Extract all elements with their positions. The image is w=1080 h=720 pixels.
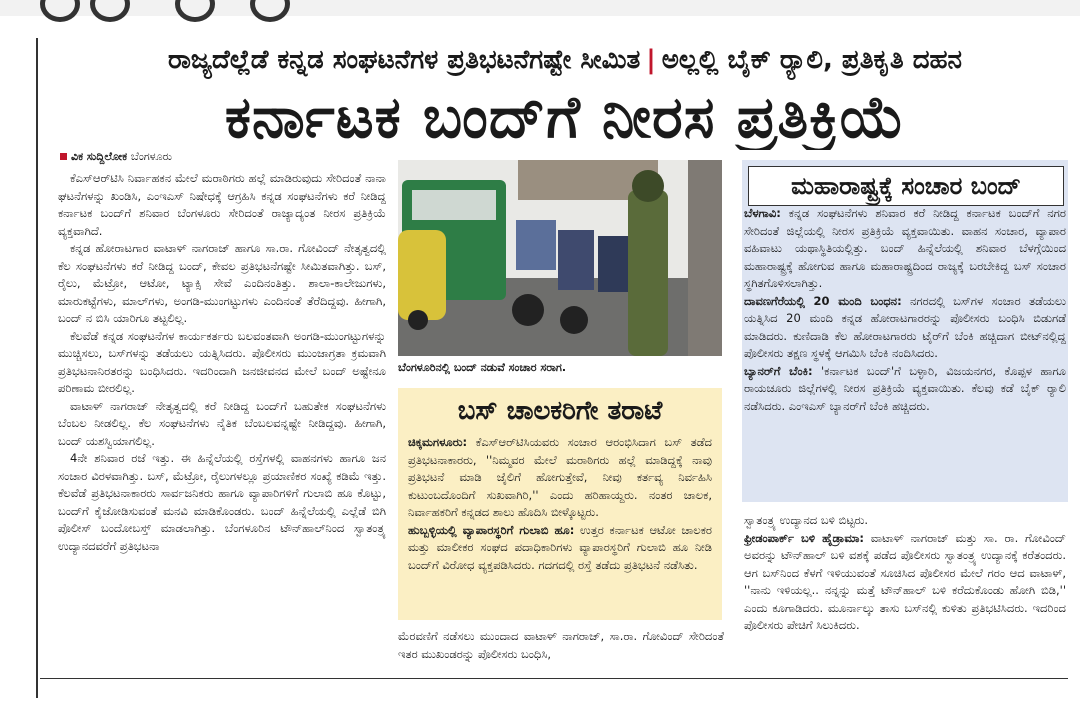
kicker-left: ರಾಜ್ಯದೆಲ್ಲೆಡೆ ಕನ್ನಡ ಸಂಘಟನೆಗಳ ಪ್ರತಿಭಟನೆಗಷ್ಟೇ ಸೀಮಿತ bbox=[168, 45, 641, 75]
kicker-right: ಅಲ್ಲಲ್ಲಿ ಬೈಕ್ ರ‍್ಯಾಲಿ, ಪ್ರತಿಕೃತಿ ದಹನ bbox=[661, 45, 962, 75]
paragraph: ವಾಟಾಳ್ ನಾಗರಾಜ್ ಮತ್ತು ಸಾ. ರಾ. ಗೋವಿಂದ್ ಅವರನ್ನು ಟೌನ್‌ಹಾಲ್ ಬಳಿ ವಶಕ್ಕೆ ಪಡೆದ ಪೊಲೀಸರು ಸ್ವಾತಂತ್ರ್ಯ ಉದ್ಯಾನಕ್ಕೆ ಕರೆತಂದರು. ಆಗ ಬಸ್‌ನಿಂದ ಕೆಳಗೆ ಇಳಿಯುವಂತೆ ಸೂಚಿಸಿದ ಪೊಲೀಸರ ಮೇಲೆ ಗರಂ ಆದ ವಾಟಾಳ್, ''ನಾನು ಇಳಿಯಲ್ಲ.. ನನ್ನನ್ನು ಮತ್ತೆ ಟೌನ್‌ಹಾಲ್ ಬಳಿ ಕರೆದುಕೊಂಡು ಹೋಗಿ ಬಿಡಿ,'' ಎಂದು ಕೂಗಾಡಿದರು. ಮೂರ್ನಾಲ್ಕು ತಾಸು ಬಸ್‌ನಲ್ಲಿ ಕುಳಿತು ಪ್ರತಿಭಟಿಸಿದರು. ಇದರಿಂದ ಪೊಲೀಸರು ಪೇಚಿಗೆ ಸಿಲುಕಿದರು. bbox=[744, 530, 1066, 632]
paragraph: 4ನೇ ಶನಿವಾರ ರಜೆ ಇತ್ತು. ಈ ಹಿನ್ನೆಲೆಯಲ್ಲಿ ರಸ್ತೆಗಳಲ್ಲಿ ವಾಹನಗಳು ಹಾಗೂ ಜನ ಸಂಚಾರ ವಿರಳವಾಗಿತ್ತು. ಬಸ್, ಮೆಟ್ರೋ, ರೈಲುಗಳಲ್ಲೂ ಪ್ರಯಾಣಿಕರ ಸಂಖ್ಯೆ ಕಡಿಮೆ ಇತ್ತು. ಕೆಲವೆಡೆ ಪ್ರತಿಭಟನಾಕಾರರು ಸಾರ್ವಜನಿಕರು ಹಾಗೂ ವ್ಯಾಪಾರಿಗಳಿಗೆ ಗುಲಾಬಿ ಹೂ ಕೊಟ್ಟು, ಬಂದ್‌ಗೆ ಕೈಜೋಡಿಸುವಂತೆ ಮನವಿ ಮಾಡಿಕೊಂಡರು. ಬಂದ್ ಹಿನ್ನೆಲೆಯಲ್ಲಿ ಎಲ್ಲೆಡೆ ಬಿಗಿ ಪೊಲೀಸ್ ಬಂದೋಬಸ್ತ್ ಮಾಡಲಾಗಿತ್ತು. ಬೆಂಗಳೂರಿನ ಟೌನ್‌ಹಾಲ್‌ನಿಂದ ಸ್ವಾತಂತ್ರ್ಯ ಉದ್ಯಾನದವರೆಗೆ ಪ್ರತಿಭಟನಾ bbox=[58, 451, 386, 553]
left-column-rule bbox=[36, 38, 38, 698]
paragraph: 'ಕರ್ನಾಟಕ ಬಂದ್'ಗೆ ಬಳ್ಳಾರಿ, ವಿಜಯನಗರ, ಕೊಪ್ಪಳ ಹಾಗೂ ರಾಯಚೂರು ಜಿಲ್ಲೆಗಳಲ್ಲಿ ನೀರಸ ಪ್ರತಿಕ್ರಿಯೆ ವ್ಯಕ್ತವಾಯಿತು. ಕೆಲವು ಕಡೆ ಬೈಕ್ ರ‍್ಯಾಲಿ ನಡೆಸಿದರು. ಎಂಇಎಸ್ ಬ್ಯಾನರ್‌ಗೆ ಬೆಂಕಿ ಹಚ್ಚಿದರು. bbox=[744, 363, 1066, 413]
box-title: ಬಸ್ ಚಾಲಕರಿಗೇ ತರಾಟೆ bbox=[457, 396, 663, 426]
street-scene-illustration bbox=[398, 160, 722, 356]
kicker-headline bbox=[60, 40, 1070, 80]
paragraph: ವಾಟಾಳ್ ನಾಗರಾಜ್ ನೇತೃತ್ವದಲ್ಲಿ ಕರೆ ನೀಡಿದ್ದ ಬಂದ್‌ಗೆ ಬಹುತೇಕ ಸಂಘಟನೆಗಳು ಬೆಂಬಲ ನೀಡಲಿಲ್ಲ. ಕೆಲ ಸಂಘಟನೆಗಳು ನೈತಿಕ ಬೆಂಬಲವನ್ನಷ್ಟೇ ನೀಡಿದ್ದವು. ಹೀಗಾಗಿ, ಬಂದ್ ಯಶಸ್ವಿಯಾಗಲಿಲ್ಲ. bbox=[58, 398, 386, 448]
sidebar-box-bus-drivers bbox=[398, 388, 722, 620]
paragraph: ನಗರದಲ್ಲಿ ಬಸ್‌ಗಳ ಸಂಚಾರ ತಡೆಯಲು ಯತ್ನಿಸಿದ 20 ಮಂದಿ ಕನ್ನಡ ಹೋರಾಟಗಾರರನ್ನು ಪೊಲೀಸರು ಬಂಧಿಸಿ ಬಿಡುಗಡೆ ಮಾಡಿದರು. ಕುಣಿದಾಡಿ ಕೆಲ ಹೋರಾಟಗಾರರು ಟೈರ್‌ಗೆ ಬೆಂಕಿ ಹಚ್ಚಿದಾಗ ಬೀಟ್‌ನಲ್ಲಿದ್ದ ಪೊಲೀಸರು ತಕ್ಷಣ ಸ್ಥಳಕ್ಕೆ ಆಗಮಿಸಿ ಬೆಂಕಿ ನಂದಿಸಿದರು. bbox=[744, 293, 1066, 360]
byline-square-icon bbox=[60, 153, 67, 160]
paragraph: ಕೆಎಸ್ಆರ್‌ಟಿಸಿಯವರು ಸಂಚಾರ ಆರಂಭಿಸಿದಾಗ ಬಸ್ ತಡೆದ ಪ್ರತಿಭಟನಾಕಾರರು, ''ನಿಮ್ಮವರ ಮೇಲೆ ಮರಾಠಿಗರು ಹಲ್ಲೆ ಮಾಡಿದ್ದಕ್ಕೆ ನಾವು ಪ್ರತಿಭಟನೆ ಮಾಡಿ ಜೈಲಿಗೆ ಹೋಗುತ್ತೇವೆ, ನೀವು ಕರ್ತವ್ಯ ನಿರ್ವಹಿಸಿ ಕುಟುಂಬದೊಂದಿಗೆ ಸುಖವಾಗಿರಿ,'' ಎಂದು ಹರಿಹಾಯ್ದರು. ನಂತರ ಚಾಲಕ, ನಿರ್ವಾಹಕರಿಗೆ ಕನ್ನಡದ ಶಾಲು ಹೊದಿಸಿ ಬೀಳ್ಕೊಟ್ಟರು. bbox=[408, 435, 712, 519]
kicker-separator: | bbox=[646, 45, 656, 75]
logo-fragment-icon bbox=[90, 0, 130, 22]
subhead: ಫ್ರೀಡಂಪಾರ್ಕ್ ಬಳಿ ಹೈಡ್ರಾಮಾ: bbox=[744, 530, 864, 545]
subhead: ಬೆಳಗಾವಿ: bbox=[744, 206, 781, 220]
paragraph: ಕೆಎಸ್ಆರ್‌ಟಿಸಿ ನಿರ್ವಾಹಕನ ಮೇಲೆ ಮರಾಠಿಗರು ಹಲ್ಲೆ ಮಾಡಿರುವುದು ಸೇರಿದಂತೆ ನಾನಾ ಘಟನೆಗಳನ್ನು ಖಂಡಿಸಿ, ಎಂಇಎಸ್ ನಿಷೇಧಕ್ಕೆ ಆಗ್ರಹಿಸಿ ಕನ್ನಡ ಸಂಘಟನೆಗಳು ಕರೆ ನೀಡಿದ್ದ ಕರ್ನಾಟಕ ಬಂದ್‌ಗೆ ಶನಿವಾರ ಬೆಂಗಳೂರು ಸೇರಿದಂತೆ ರಾಜ್ಯಾದ್ಯಂತ ನೀರಸ ಪ್ರತಿಕ್ರಿಯೆ ವ್ಯಕ್ತವಾಗಿದೆ. bbox=[58, 171, 386, 238]
subhead: ದಾವಣಗೆರೆಯಲ್ಲಿ 20 ಮಂದಿ ಬಂಧನ: bbox=[744, 293, 902, 308]
paragraph: ಕನ್ನಡ ಸಂಘಟನೆಗಳು ಶನಿವಾರ ಕರೆ ನೀಡಿದ್ದ ಕರ್ನಾಟಕ ಬಂದ್‌ಗೆ ನಗರ ಸೇರಿದಂತೆ ಜಿಲ್ಲೆಯಲ್ಲಿ ನೀರಸ ಪ್ರತಿಕ್ರಿಯೆ ವ್ಯಕ್ತವಾಯಿತು. ವಾಹನ ಸಂಚಾರ, ವ್ಯಾಪಾರ ವಹಿವಾಟು ಯಥಾಸ್ಥಿತಿಯಲ್ಲಿತ್ತು. ಬಂದ್ ಹಿನ್ನೆಲೆಯಲ್ಲಿ ಶನಿವಾರ ಬೆಳಗ್ಗೆಯಿಂದ ಮಹಾರಾಷ್ಟ್ರಕ್ಕೆ ಹೋಗುವ ಹಾಗೂ ಮಹಾರಾಷ್ಟ್ರದಿಂದ ರಾಜ್ಯಕ್ಕೆ ಬರಬೇಕಿದ್ದ ಬಸ್ ಸಂಚಾರ ಸ್ಥಗಿತಗೊಳಿಸಲಾಗಿತ್ತು. bbox=[744, 206, 1066, 290]
article-column-2-continued bbox=[398, 628, 724, 676]
bottom-rule bbox=[40, 678, 1068, 679]
subhead: ಹುಬ್ಬಳ್ಳಿಯಲ್ಲಿ ವ್ಯಾಪಾರಸ್ಥರಿಗೆ ಗುಲಾಬಿ ಹೂ: bbox=[408, 522, 575, 537]
logo-fragment-icon bbox=[175, 0, 215, 22]
article-column-1 bbox=[58, 170, 386, 670]
box-body bbox=[408, 434, 712, 616]
sidebar-box-maharashtra-body bbox=[744, 205, 1066, 503]
byline-place: ಬೆಂಗಳೂರು bbox=[130, 150, 172, 163]
box-title: ಮಹಾರಾಷ್ಟ್ರಕ್ಕೆ ಸಂಚಾರ ಬಂದ್ bbox=[748, 166, 1064, 206]
logo-fragment-icon bbox=[250, 0, 290, 22]
paragraph: ಕೆಲವೆಡೆ ಕನ್ನಡ ಸಂಘಟನೆಗಳ ಕಾರ್ಯಕರ್ತರು ಬಲವಂತವಾಗಿ ಅಂಗಡಿ-ಮುಂಗಟ್ಟುಗಳನ್ನು ಮುಚ್ಚಿಸಲು, ಬಸ್‌ಗಳನ್ನು ತಡೆಯಲು ಯತ್ನಿಸಿದರು. ಪೊಲೀಸರು ಮುಂಜಾಗ್ರತಾ ಕ್ರಮವಾಗಿ ಪ್ರತಿಭಟನಾನಿರತರನ್ನು ಬಂಧಿಸಿದರು. ಇದರಿಂದಾಗಿ ಜನಜೀವನದ ಮೇಲೆ ಬಂದ್ ಅಷ್ಟೇನೂ ಪರಿಣಾಮ ಬೀರಲಿಲ್ಲ. bbox=[58, 328, 386, 395]
logo-fragment-icon bbox=[40, 0, 80, 22]
paragraph: ಸ್ವಾತಂತ್ರ್ಯ ಉದ್ಯಾನದ ಬಳಿ ಬಿಟ್ಟರು. bbox=[744, 513, 869, 527]
main-headline: ಕರ್ನಾಟಕ ಬಂದ್‌ಗೆ ನೀರಸ ಪ್ರತಿಕ್ರಿಯೆ bbox=[224, 84, 906, 150]
paragraph: ಮೆರವಣಿಗೆ ನಡೆಸಲು ಮುಂದಾದ ವಾಟಾಳ್ ನಾಗರಾಜ್, ಸಾ.ರಾ. ಗೋವಿಂದ್ ಸೇರಿದಂತೆ ಇತರ ಮುಖಂಡರನ್ನು ಪೊಲೀಸರು ಬಂಧಿಸಿ, bbox=[398, 629, 724, 661]
news-photo bbox=[398, 160, 722, 356]
byline bbox=[60, 150, 172, 164]
paragraph: ಉತ್ತರ ಕರ್ನಾಟಕ ಆಟೋ ಚಾಲಕರ ಮತ್ತು ಮಾಲೀಕರ ಸಂಘದ ಪದಾಧಿಕಾರಿಗಳು ವ್ಯಾಪಾರಸ್ಥರಿಗೆ ಗುಲಾಬಿ ಹೂ ನೀಡಿ ಬಂದ್‌ಗೆ ವಿರೋಧ ವ್ಯಕ್ತಪಡಿಸಿದರು. ಗದಗದಲ್ಲಿ ರಸ್ತೆ ತಡೆದು ಪ್ರತಿಭಟನೆ ನಡೆಸಿತು. bbox=[408, 522, 712, 572]
previous-page-strip bbox=[0, 0, 1080, 16]
subhead: ಚಿಕ್ಕಮಗಳೂರು: bbox=[408, 435, 468, 449]
subhead: ಬ್ಯಾನರ್‌ಗೆ ಬೆಂಕಿ: bbox=[744, 363, 813, 378]
paragraph: ಕನ್ನಡ ಹೋರಾಟಗಾರ ವಾಟಾಳ್ ನಾಗರಾಜ್ ಹಾಗೂ ಸಾ.ರಾ. ಗೋವಿಂದ್ ನೇತೃತ್ವದಲ್ಲಿ ಕೆಲ ಸಂಘಟನೆಗಳು ಕರೆ ನೀಡಿದ್ದ ಬಂದ್, ಕೇವಲ ಪ್ರತಿಭಟನೆಗಷ್ಟೇ ಸೀಮಿತವಾಗಿತ್ತು. ಬಸ್, ರೈಲು, ಮೆಟ್ರೋ, ಆಟೋ, ಟ್ಯಾಕ್ಸಿ ಸೇವೆ ಎಂದಿನಂತಿತ್ತು. ಶಾಲಾ-ಕಾಲೇಜುಗಳು, ಮಾರುಕಟ್ಟೆಗಳು, ಮಾಲ್‌ಗಳು, ಅಂಗಡಿ-ಮುಂಗಟ್ಟುಗಳು ಎಂದಿನಂತೆ ತೆರೆದಿದ್ದವು. ಹೀಗಾಗಿ, ಬಂದ್ ನ ಬಿಸಿ ಯಾರಿಗೂ ತಟ್ಟಲಿಲ್ಲ. bbox=[58, 241, 386, 325]
byline-source: ವಿಕ ಸುದ್ದಿಲೋಕ bbox=[71, 150, 128, 163]
article-column-3 bbox=[744, 512, 1066, 672]
photo-caption: ಬೆಂಗಳೂರಿನಲ್ಲಿ ಬಂದ್ ನಡುವೆ ಸಂಚಾರ ಸರಾಗ. bbox=[398, 361, 567, 374]
